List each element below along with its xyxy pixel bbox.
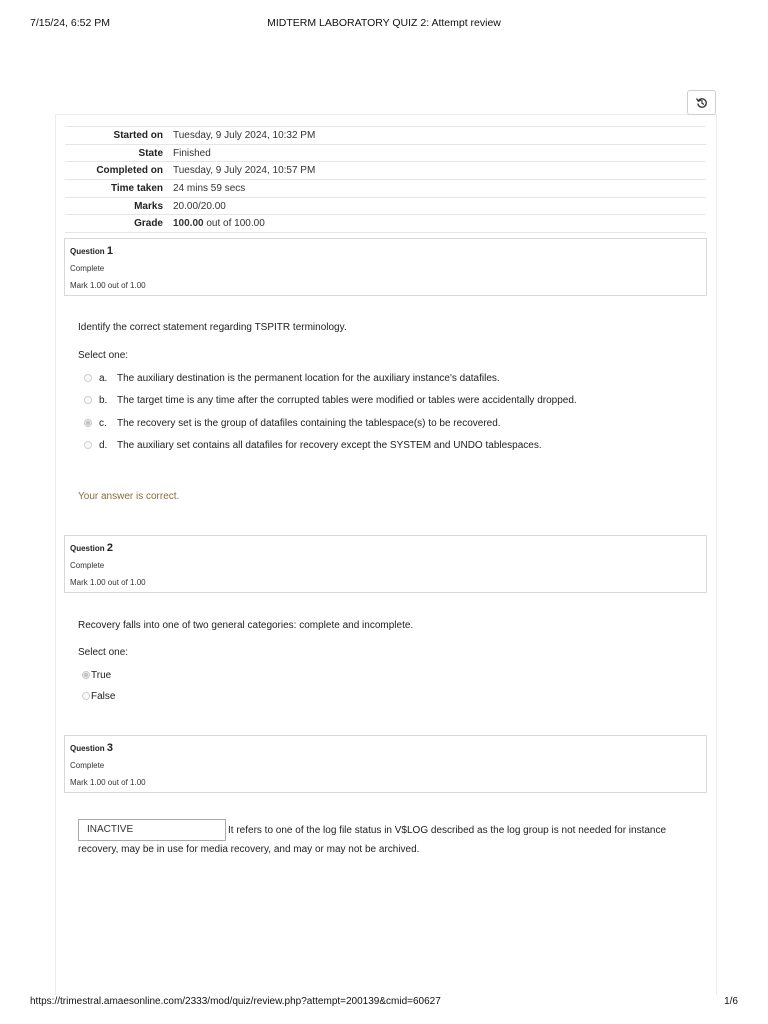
- summary-row-started: [65, 126, 706, 144]
- question-2-option-true[interactable]: [82, 668, 111, 682]
- option-text: True: [91, 669, 112, 681]
- radio-button-selected[interactable]: [84, 419, 92, 427]
- summary-label: Grade: [134, 218, 163, 230]
- question-mark: Mark 1.00 out of 1.00: [70, 578, 146, 587]
- summary-value: Tuesday, 9 July 2024, 10:32 PM: [173, 129, 316, 141]
- summary-value: Tuesday, 9 July 2024, 10:57 PM: [173, 165, 316, 177]
- summary-row-completed: [65, 161, 706, 179]
- question-mark: Mark 1.00 out of 1.00: [70, 778, 146, 787]
- question-1-option-b[interactable]: [84, 393, 577, 407]
- summary-label: Time taken: [110, 182, 163, 194]
- history-button[interactable]: [687, 90, 716, 115]
- question-state: Complete: [70, 761, 105, 770]
- radio-button[interactable]: [84, 374, 92, 382]
- question-2-option-false[interactable]: [82, 689, 115, 703]
- select-one-label: Select one:: [78, 647, 129, 658]
- summary-label: State: [138, 147, 163, 159]
- print-date: 7/15/24, 6:52 PM: [30, 17, 110, 29]
- radio-button[interactable]: [84, 396, 92, 404]
- question-3-info: [64, 735, 707, 793]
- summary-label: Marks: [134, 200, 163, 212]
- summary-value: [173, 218, 265, 229]
- question-1-option-a[interactable]: [84, 371, 500, 385]
- option-letter: a.: [99, 372, 108, 384]
- question-3-text-line-1: It refers to one of the log file status in V$LOG described as the log group is not needed for instance: [228, 825, 667, 836]
- summary-value: 20.00/20.00: [173, 200, 226, 212]
- summary-value: 24 mins 59 secs: [173, 182, 246, 194]
- question-1-info: [64, 238, 707, 296]
- summary-row-time-taken: [65, 179, 706, 197]
- question-state: Complete: [70, 561, 105, 570]
- summary-row-marks: [65, 197, 706, 215]
- question-number: Question 2: [70, 542, 114, 554]
- grade-value: 100.00: [173, 218, 204, 230]
- option-letter: c.: [99, 417, 107, 429]
- question-3-text-line-2: recovery, may be in use for media recovery, and may or may not be archived.: [78, 844, 420, 855]
- select-one-label: Select one:: [78, 350, 129, 361]
- question-3-answer-field[interactable]: INACTIVE: [78, 819, 226, 841]
- print-title: MIDTERM LABORATORY QUIZ 2: Attempt review: [267, 17, 501, 29]
- history-icon: [696, 97, 708, 109]
- summary-value: Finished: [173, 147, 211, 159]
- question-1-feedback: Your answer is correct.: [78, 491, 180, 502]
- page-url: https://trimestral.amaesonline.com/2333/mod/quiz/review.php?attempt=200139&cmid=60627: [30, 996, 441, 1007]
- summary-row-state: [65, 144, 706, 162]
- option-text: The auxiliary set contains all datafiles for recovery except the SYSTEM and UNDO tablespaces.: [117, 439, 542, 451]
- question-1-option-d[interactable]: [84, 438, 542, 452]
- question-mark: Mark 1.00 out of 1.00: [70, 281, 146, 290]
- page-count: 1/6: [724, 996, 738, 1007]
- summary-row-grade: [65, 214, 706, 233]
- option-text: The auxiliary destination is the permanent location for the auxiliary instance's datafiles.: [117, 372, 500, 384]
- question-2-text: Recovery falls into one of two general categories: complete and incomplete.: [78, 620, 414, 631]
- radio-button[interactable]: [82, 692, 90, 700]
- print-header: [30, 17, 738, 31]
- radio-button-selected[interactable]: [82, 671, 90, 679]
- summary-label: Completed on: [96, 165, 163, 177]
- question-number: Question 1: [70, 245, 114, 257]
- question-2-info: [64, 535, 707, 593]
- option-text: False: [91, 690, 116, 702]
- question-1-text: Identify the correct statement regarding TSPITR terminology.: [78, 322, 347, 333]
- radio-button[interactable]: [84, 441, 92, 449]
- question-number: Question 3: [70, 742, 114, 754]
- option-letter: b.: [99, 394, 108, 406]
- summary-label: Started on: [113, 129, 163, 141]
- option-text: The target time is any time after the corrupted tables were modified or tables were accidentally dropped.: [117, 394, 577, 406]
- option-letter: d.: [99, 439, 108, 451]
- attempt-summary-table: [65, 126, 706, 233]
- question-1-option-c[interactable]: [84, 416, 501, 430]
- grade-max: out of 100.00: [203, 218, 265, 230]
- option-text: The recovery set is the group of datafiles containing the tablespace(s) to be recovered.: [117, 417, 501, 429]
- question-state: Complete: [70, 264, 105, 273]
